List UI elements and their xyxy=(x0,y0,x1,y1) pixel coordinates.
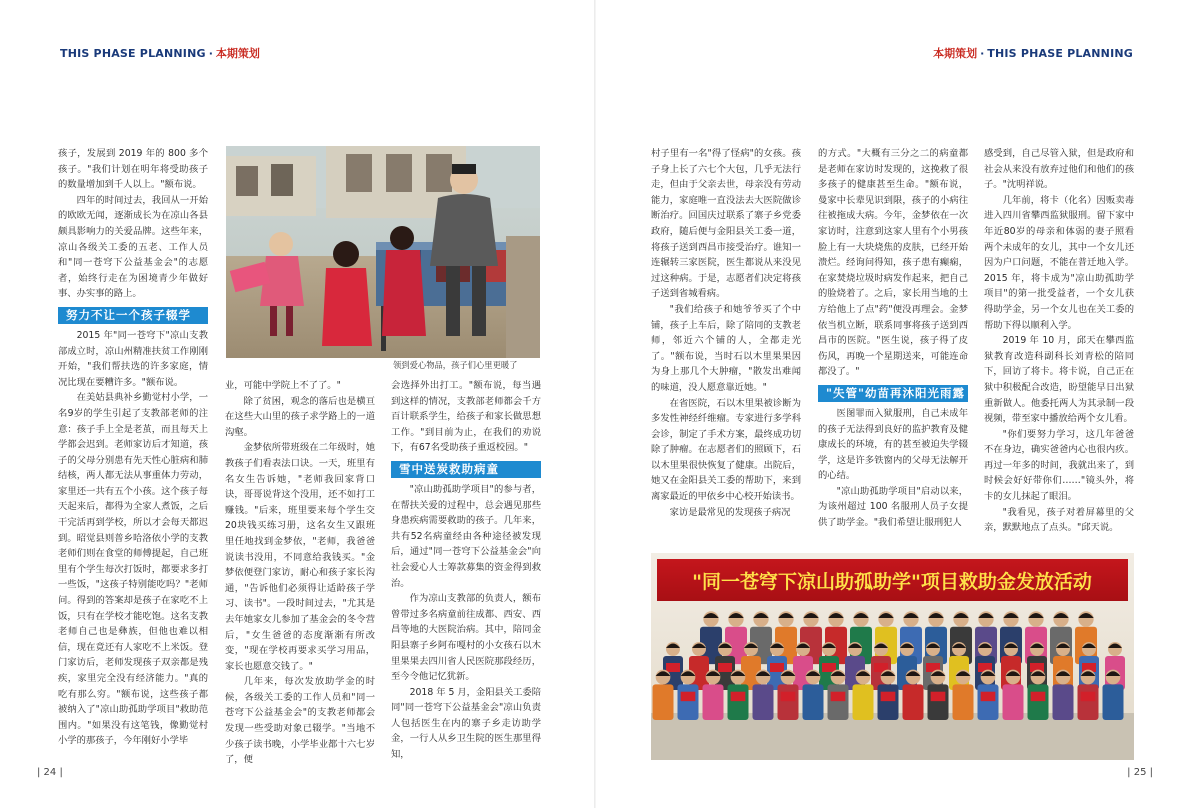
text-column-6 xyxy=(984,146,1134,538)
text-column-5 xyxy=(818,146,968,538)
person-body xyxy=(878,684,899,720)
paragraph: "你们要努力学习，这几年爸爸不在身边，确实爸爸内心也很内疚。再过一年多的时间，我就出来了，到时候会好好带你们……"镜头外，将卡的女儿抹起了眼泪。 xyxy=(984,428,1134,503)
header-section-cn: 本期策划 xyxy=(215,47,260,60)
paragraph: 金梦依所带班级在二年级时，她教孩子们看表法口诀。一天，班里有名女生告诉她，"老师我回家背口诀，哥哥说背这个没用，还不如打工赚钱。"后来，班里要来每个学生交20块钱买练习册，这名女生又跟班里任地找到金梦依，"老师，我爸爸说读书没用，不同意给我钱买。"金梦依便登门家访，耐心和孩子家长沟通，"告诉他们必须得让适龄孩子学习、读书"。一段时间过去，"尤其是去年她家女儿参加了基金会的冬令营后，"女生爸爸的态度渐渐有所改变，"现在学校再要求买学习用品，家长也愿意交钱了。" xyxy=(225,442,375,672)
paragraph: 在省医院，石以木里果被诊断为多发性神经纤维瘤。专家进行多学科会诊，制定了手术方案，最终成功切除了肿瘤。在志愿者们的照顾下，石以木里果很快恢复了健康。出院后，她又在金阳县关工委的帮助下，来到离家最近的甲依乡中心校开始读书。 xyxy=(651,397,801,503)
spine-gutter xyxy=(594,0,596,808)
red-envelope xyxy=(781,692,796,701)
person-body xyxy=(928,684,949,720)
person-body xyxy=(853,684,874,720)
section-subhead: 努力不让一个孩子辍学 xyxy=(58,307,208,324)
red-envelope xyxy=(981,692,996,701)
paragraph: 的方式。"大概有三分之二的病童都是老师在家访时发现的，这挽救了很多孩子的健康甚至生命。"额布说，曼家中长辈见识到限，孩子的小病往往被拖成大病。今年，金梦依在一次家访时，注意到这家人里有个小男孩脸上有一大块烧焦的皮肤，已经开始溃烂。经询问得知，孩子患有癫痫，在家焚烧垃圾时病发作起来，把自己的脸烧着了。之后，家长用当地的土方给他上了点"药"便没再理会。金梦依当机立断，联系同事将孩子送到西昌市的医院。"医生说，孩子得了皮伤风，再晚一个星期送来，可能连命都没了。" xyxy=(818,148,968,378)
paragraph: 医图罪而入狱服刑，自己未成年的孩子无法得到良好的监护教育及健康成长的环境，有的甚至被迫失学辍学，这是许多铁窗内的父母无法解开的心结。 xyxy=(818,407,968,482)
paragraph: 村子里有一名"得了怪病"的女孩。孩子身上长了六七个大包，几乎无法行走，但由于父亲去世，母亲没有劳动能力，家庭唯一直没法去大医院做诊断治疗。回国庆过联系了寨子乡党委政府，随后便与金阳县关工委一道，将孩子送到西昌市接受治疗。谁知一连辗转三家医院，医生都说从来没见过这种病。于是，志愿者们决定将孩子送到省城看病。 xyxy=(651,148,801,300)
red-envelope xyxy=(931,692,946,701)
header-section-en: THIS PHASE PLANNING xyxy=(987,47,1133,60)
red-envelope xyxy=(731,692,746,701)
paragraph: 四年的时间过去，我回从一开始的欧欧无闻，逐渐成长为在凉山各县颇具影响力的关爱品牌。这些年来，凉山各级关工委的五老、工作人员和"同一苍穹下公益基金会"的志愿者，始终行走在为困境青少年做好事、办实事的路上。 xyxy=(58,194,208,300)
paragraph: "我看见，孩子对着屏幕里的父亲，默默地点了点头。"邱天说。 xyxy=(984,506,1134,534)
red-envelope xyxy=(881,692,896,701)
person-body xyxy=(1103,684,1124,720)
section-subhead: 雪中送炭救助病童 xyxy=(391,461,541,478)
header-separator: · xyxy=(980,47,985,60)
person-body xyxy=(753,684,774,720)
red-envelope xyxy=(831,692,846,701)
person-body xyxy=(778,684,799,720)
person-body xyxy=(1078,684,1099,720)
red-envelope xyxy=(770,663,784,672)
red-envelope xyxy=(822,663,836,672)
text-column-3 xyxy=(391,378,541,766)
person-body xyxy=(828,684,849,720)
text-column-2 xyxy=(225,378,375,766)
person-body xyxy=(903,684,924,720)
person-body xyxy=(728,684,749,720)
person-body xyxy=(978,684,999,720)
paragraph: 在美姑县典补乡勤觉村小学，一名9岁的学生引起了支教部老师的注意：孩子手上全是老茧，而且每天上学都会迟到。老师家访后才知道，孩子的父母分别患有先天性心脏病和肺结核，两人都无法从事重体力劳动，家里还一共有五个小孩。这个孩子每天起来后，都得为全家人煮饭，之后干完活再到学校，所以才会每天都迟到。昭觉县则普乡哈洛依小学的支教老师们则在食堂的师傅提起，自己班里有个学生每次打饭时，都要求多打一些饭，"这孩子特别能吃吗？"老师问。得到的答案却是孩子在家吃不上饭，只有在学校才能吃饱。这名支教老师自己也是彝族，但他也难以相信，现在竟还有人家吃不上米饭。登门家访后，老师发现孩子双亲都是残疾，家里完全没有经济能力。"真的吃有那么穷。"额布说，这些孩子都被纳入了"凉山助孤助学项目"救助范围内。"如果没有这笔钱，像勤觉村小学的那孩子，今年刚好小学毕 xyxy=(58,392,208,747)
red-envelope xyxy=(718,663,732,672)
photo-children-receiving-gifts xyxy=(226,146,540,358)
paragraph: "凉山助孤助学项目"的参与者，在帮扶关爱的过程中，总会遇见那些身患疾病需要救助的孩子。几年来，共有52名病童经由各种途径被发现后，通过"同一苍穹下公益基金会"向社会爱心人士筹款募集的资金得到救治。 xyxy=(391,483,541,589)
red-envelope xyxy=(1031,692,1046,701)
person-body xyxy=(1028,684,1049,720)
paragraph: 会选择外出打工。"额布说，每当遇到这样的情况，支教部老师都会千方百计联系学生，给孩子和家长做思想工作。"到目前为止，在我们的劝说下，有67名受助孩子重返校园。" xyxy=(391,380,541,454)
paragraph: "我们给孩子和她爷爷买了个中铺，孩子上车后，除了陪同的支教老师，邻近六个铺的人，全都走光了。"额布说，当时石以木里果果因为身上那几个大肿瘤，"散发出难闻的味道，没人愿意靠近她。" xyxy=(651,303,801,393)
photo-illustration xyxy=(226,146,540,358)
header-separator: · xyxy=(208,47,213,60)
person-body xyxy=(1003,684,1024,720)
paragraph: "凉山助孤助学项目"启动以来，为该州超过 100 名服刑人员子女提供了助学金。"我们希望让服刑犯人 xyxy=(818,485,968,529)
page-number: | 25 | xyxy=(1127,767,1153,778)
text-column-4 xyxy=(651,146,801,538)
person-body xyxy=(803,684,824,720)
photo-illustration xyxy=(651,553,1134,760)
paragraph: 孩子，发展到 2019 年的 800 多个孩子。"我们计划在明年将受助孩子的数量增加到千人以上。"额布说。 xyxy=(58,148,208,191)
paragraph: 2015 年"同一苍穹下"凉山支教部成立时，凉山州精准扶贫工作刚刚开始，"我们帮扶选的许多家庭，情况比现在要糟许多。"额布说。 xyxy=(58,329,208,388)
banner-text: "同一苍穹下凉山助孤助学"项目救助金发放活动 xyxy=(692,571,1092,593)
paragraph: 2018 年 5 月，金阳县关工委陪同"同一苍穹下公益基金会"凉山负责人包括医生在内的寨子乡走访助学金，一行人从乡卫生院的医生那里得知， xyxy=(391,686,541,761)
person-body xyxy=(678,684,699,720)
paragraph: 2019 年 10 月，邱天在攀西监狱教育改造科副科长刘青松的陪同下，回访了将卡。将卡说，自己正在狱中积极配合改造，盼望能早日出狱重新做人。他委托两人为其录制一段视频，带至家中播放给两个女儿看。 xyxy=(984,335,1134,425)
person-body xyxy=(953,684,974,720)
paragraph: 家访是最常见的发现孩子病况 xyxy=(669,506,791,518)
paragraph: 除了贫困，观念的落后也是横亘在这些大山里的孩子求学路上的一道沟壑。 xyxy=(225,395,375,438)
section-subhead: "失管"幼苗再沐阳光雨露 xyxy=(818,385,968,402)
person-body xyxy=(703,684,724,720)
person-body xyxy=(653,684,674,720)
person-body xyxy=(1053,684,1074,720)
page-number: | 24 | xyxy=(37,767,63,778)
header-section-cn: 本期策划 xyxy=(933,47,978,60)
red-envelope xyxy=(1081,692,1096,701)
left-running-header xyxy=(60,45,260,61)
header-section-en: THIS PHASE PLANNING xyxy=(60,47,206,60)
paragraph: 业，可能中学院上不了了。" xyxy=(225,380,341,391)
right-running-header xyxy=(933,45,1133,61)
paragraph: 感受到，自己尽管入狱，但是政府和社会从来没有放弃过他们和他们的孩子。"沈明祥说。 xyxy=(984,148,1134,191)
red-envelope xyxy=(681,692,696,701)
red-envelope xyxy=(666,663,680,672)
paragraph: 作为凉山支教部的负责人，额布曾带过多名病童前往成都、西安、西昌等地的大医院治病。其中，陪同金阳县寨子乡阿布嘎村的小女孩石以木里果果去四川省人民医院那段经历，至今令他记忆犹新。 xyxy=(391,593,541,683)
photo-caption: 领到爱心物品，孩子们心里更暖了 xyxy=(393,360,518,370)
photo-group-scholarship-event xyxy=(651,553,1134,760)
paragraph: 几年来，每次发放助学金的时候，各级关工委的工作人员和"同一苍穹下公益基金会"的支教老师都会发现一些受助对象已辍学。"当地不少孩子读书晚，小学毕业都十六七岁了，便 xyxy=(225,676,375,766)
text-column-1 xyxy=(58,146,208,766)
paragraph: 几年前，将卡（化名）因贩卖毒进入四川省攀西监狱服刑。留下家中年近80岁的母亲和体弱的妻子照看两个未成年的女儿，其中一个女儿还因为户口问题，不能在普迁地入学。2015 年，将卡成为"凉山助孤助学项目"的第一批受益者，一个女儿获得助学金，另一个女儿也在关工委的帮助下得以顺利入学。 xyxy=(984,194,1134,331)
